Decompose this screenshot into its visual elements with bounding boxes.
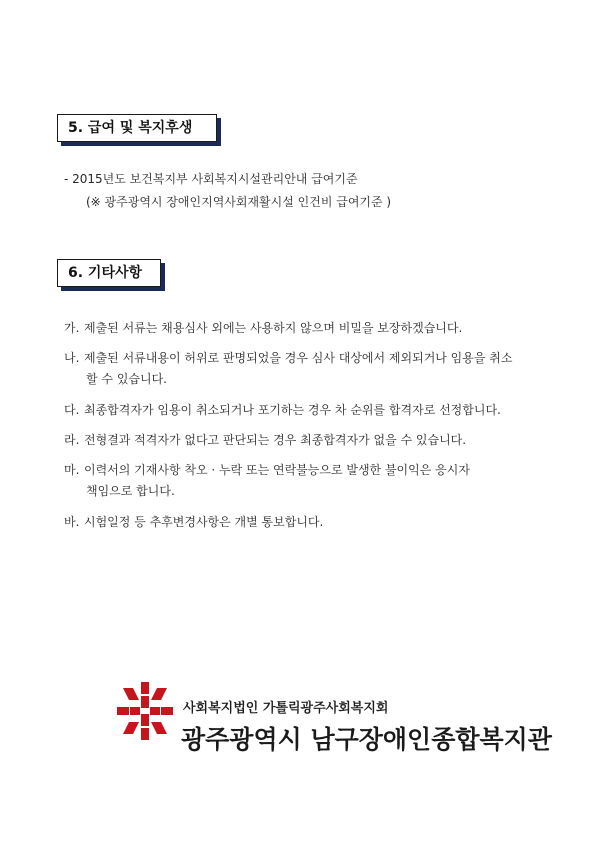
item-marker: 가. [64, 321, 80, 335]
item-marker: 라. [64, 433, 80, 447]
item-text: 시험일정 등 추후변경사항은 개별 통보합니다. [84, 515, 324, 529]
list-item [64, 460, 536, 502]
cross-logo-icon [117, 682, 173, 740]
item-text-continued: 책임으로 합니다. [86, 484, 175, 498]
org-name: 광주광역시 남구장애인종합복지관 [181, 725, 552, 754]
salary-standard-line: - 2015년도 보건복지부 사회복지시설관리안내 급여기준 [64, 172, 358, 186]
salary-standard-note: (※ 광주광역시 장애인지역사회재활시설 인건비 급여기준 ) [86, 195, 392, 209]
section-5-title: 5. 급여 및 복지후생 [57, 114, 217, 142]
list-item [64, 348, 536, 390]
list-item [64, 512, 536, 533]
item-text: 최종합격자가 임용이 취소되거나 포기하는 경우 차 순위를 합격자로 선정합니다. [84, 403, 501, 417]
item-marker: 다. [64, 403, 80, 417]
list-item [64, 318, 536, 339]
item-marker: 나. [64, 351, 80, 365]
section-6-title: 6. 기타사항 [57, 259, 161, 287]
list-item [64, 400, 536, 421]
item-marker: 바. [64, 515, 80, 529]
item-marker: 마. [64, 463, 80, 477]
item-text: 제출된 서류내용이 허위로 판명되었을 경우 심사 대상에서 제외되거나 임용을 취소 [84, 351, 513, 365]
item-text: 이력서의 기재사항 착오 · 누락 또는 연락불능으로 발생한 불이익은 응시자 [84, 463, 470, 477]
item-text: 제출된 서류는 채용심사 외에는 사용하지 않으며 비밀을 보장하겠습니다. [84, 321, 463, 335]
item-text-continued: 할 수 있습니다. [86, 372, 167, 386]
list-item [64, 430, 536, 451]
item-text: 전형결과 적격자가 없다고 판단되는 경우 최종합격자가 없을 수 있습니다. [84, 433, 467, 447]
org-subtitle: 사회복지법인 가톨릭광주사회복지회 [183, 701, 389, 716]
